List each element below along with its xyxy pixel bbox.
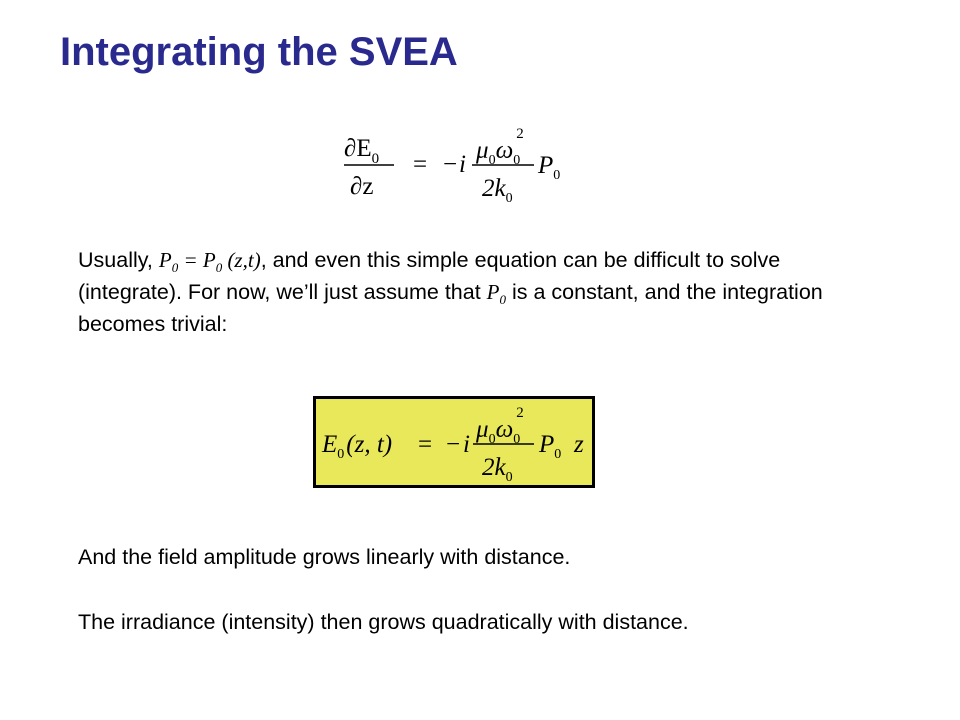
eq2-z: z: [574, 431, 584, 458]
paragraph-math-1: $P_0 = P_0$ (z,t): [158, 248, 261, 276]
eq1-numerator-right: $\mu_0\omega_02$: [476, 126, 524, 168]
slide-title: Integrating the SVEA: [60, 30, 458, 74]
eq2-numerator: $\mu_0\omega_02$: [476, 405, 524, 447]
eq1-p0: $P_0$: [538, 152, 561, 183]
eq2-equals: =: [418, 431, 433, 458]
note-quadratic-growth: The irradiance (intensity) then grows quadratically with distance.: [78, 610, 689, 634]
paragraph-text-2: , and even this simple equation can be difficult to solve (integrate). For now, we’ll just assume that: [78, 248, 781, 304]
eq2-lhs: $E_0(z$, t): [322, 431, 393, 462]
paragraph-math-2: $P_0$: [486, 280, 506, 308]
eq2-p0: $P_0$: [539, 431, 562, 462]
eq1-equals: =: [413, 151, 428, 178]
paragraph-text-1: Usually,: [78, 248, 159, 272]
svea-equation: [340, 118, 600, 208]
result-equation-box: [313, 396, 595, 488]
eq1-i: i: [459, 151, 466, 178]
eq1-denominator: ∂z: [350, 173, 374, 200]
eq2-denominator: $2k_0$: [482, 454, 513, 485]
note-linear-growth: And the field amplitude grows linearly with distance.: [78, 545, 571, 569]
result-equation: [316, 399, 592, 485]
paragraph-text-3: is a constant, and the integration becomes trivial:: [78, 280, 823, 336]
eq2-i: i: [463, 431, 470, 458]
eq2-minus: −: [446, 431, 461, 458]
explanation-paragraph: [78, 244, 878, 340]
eq1-minus: −: [443, 151, 458, 178]
eq1-numerator: $\partial E_0$: [344, 135, 380, 167]
eq1-denominator-right: $2k_0$: [482, 175, 513, 206]
